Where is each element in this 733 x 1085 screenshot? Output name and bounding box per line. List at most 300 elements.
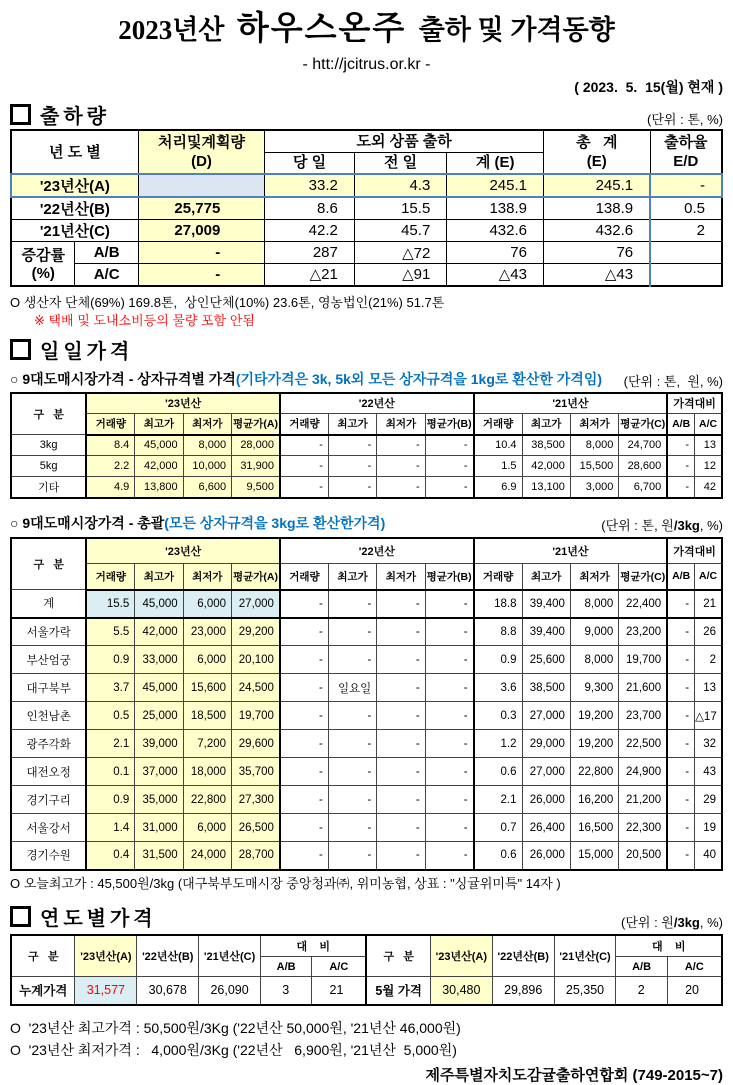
market-price-unit: (단위 : 톤, 원/3kg, %) [601, 517, 723, 533]
col-header: 최고가 [522, 414, 570, 435]
cell: - [328, 646, 376, 674]
col-header: 최고가 [135, 414, 183, 435]
cell-market-name: 서울가락 [11, 618, 86, 646]
section-yearly-price-header [10, 904, 723, 930]
col-header-plan: 처리및계획량 (D) [138, 130, 265, 174]
col-header: 평균가(B) [425, 564, 473, 590]
col-header-ab: A/B [616, 957, 667, 977]
cell: 24,000 [183, 842, 231, 870]
cell: - [280, 758, 328, 786]
col-header-2023: '23년산(A) [430, 935, 492, 977]
yearly-price-unit: (단위 : 원/3kg, %) [621, 914, 723, 930]
cell: - [425, 590, 473, 618]
cell: 6,000 [183, 590, 231, 618]
col-group-compare: 가격대비 [667, 393, 722, 414]
cell: 13,800 [135, 477, 183, 498]
cell: - [650, 174, 722, 197]
cell: - [138, 264, 265, 286]
cell: '21년산(C) [11, 220, 138, 242]
cell: 38,500 [522, 435, 570, 456]
cell: 4.3 [354, 174, 446, 197]
col-header: 최저가 [183, 414, 231, 435]
cell: 2.1 [474, 786, 522, 814]
market-price-row [11, 730, 722, 758]
cell: 38,500 [522, 674, 570, 702]
cell: 76 [447, 242, 544, 264]
shipment-row-2022 [11, 197, 722, 220]
cell: - [425, 758, 473, 786]
cell-market-name: 인천남촌 [11, 702, 86, 730]
cell: 9,500 [232, 477, 280, 498]
cell: - [377, 674, 425, 702]
col-header-2022: '22년산(B) [492, 935, 554, 977]
cell: - [280, 618, 328, 646]
cell: 22,800 [570, 758, 618, 786]
cell: 25,350 [554, 977, 616, 1005]
col-header-2022: '22년산(B) [137, 935, 199, 977]
cell: - [425, 786, 473, 814]
cell: 25,000 [135, 702, 183, 730]
cell: - [667, 477, 694, 498]
col-header: A/B [667, 414, 694, 435]
cell: - [425, 814, 473, 842]
shipment-row-2023 [11, 174, 722, 197]
cell: - [425, 618, 473, 646]
cell: 0.9 [474, 646, 522, 674]
cell: 22,300 [619, 814, 667, 842]
cell: 432.6 [543, 220, 650, 242]
cell: 24,700 [619, 435, 667, 456]
cell-cumulative-label: 누계가격 [11, 977, 75, 1005]
cell: 29,896 [492, 977, 554, 1005]
market-price-row [11, 786, 722, 814]
cell: - [667, 842, 694, 870]
note-today-high-price: O 오늘최고가 : 45,500원/3kg (대구북부도매시장 중앙청과㈜, 위미농협, 상표 : "싱귤위미특" 14자 ) [10, 875, 561, 891]
col-header: 평균가(B) [425, 414, 473, 435]
cell-market-name: 경기구리 [11, 786, 86, 814]
page-title [10, 8, 723, 55]
col-header-prev-day: 전 일 [354, 152, 446, 174]
col-header: A/C [695, 414, 722, 435]
cell-market-name: 대전오정 [11, 758, 86, 786]
col-header: A/C [695, 564, 722, 590]
cell: 245.1 [447, 174, 544, 197]
cell: 26 [695, 618, 722, 646]
col-header: 최저가 [570, 564, 618, 590]
cell: 31,900 [232, 456, 280, 477]
cell: 증감률 (%) [11, 242, 75, 286]
cell: 20,500 [619, 842, 667, 870]
cell: 30,678 [137, 977, 199, 1005]
col-header-category: 구 분 [11, 393, 86, 435]
cell: - [377, 786, 425, 814]
cell: 12 [695, 456, 722, 477]
cell: 3.7 [86, 674, 134, 702]
cell-market-name: 부산엄궁 [11, 646, 86, 674]
cell: 13,100 [522, 477, 570, 498]
col-header: 최고가 [328, 414, 376, 435]
box-size-price-row [11, 456, 722, 477]
cell: 0.9 [86, 786, 134, 814]
cell: A/B [75, 242, 138, 264]
section-daily-price-header [10, 337, 723, 363]
cell: 10.4 [474, 435, 522, 456]
cell: 27,000 [522, 702, 570, 730]
col-header-ab: A/B [261, 957, 312, 977]
cell [650, 242, 722, 264]
cell: 6,600 [183, 477, 231, 498]
cell: - [280, 590, 328, 618]
cell: 0.5 [86, 702, 134, 730]
col-header-total: 총 계 (E) [543, 130, 650, 174]
title-subject: 출하 및 가격동향 [418, 15, 615, 45]
cell: - [280, 435, 328, 456]
market-price-title: ○ 9대도매시장가격 - 총괄(모든 상자규격을 3kg로 환산한가격) [10, 514, 386, 531]
cell: - [328, 477, 376, 498]
col-header: 거래량 [280, 414, 328, 435]
cell: 28,700 [232, 842, 280, 870]
cell: - [328, 814, 376, 842]
cell: 21 [695, 590, 722, 618]
cell: 76 [543, 242, 650, 264]
cell: 42,000 [135, 618, 183, 646]
col-header: 최고가 [522, 564, 570, 590]
market-price-row [11, 814, 722, 842]
cell: - [377, 435, 425, 456]
cell-market-name: 계 [11, 590, 86, 618]
cell: 432.6 [447, 220, 544, 242]
note-delivery-warning: ※ 택배 및 도내소비등의 물량 포함 안됨 [34, 312, 255, 328]
cell: - [425, 456, 473, 477]
cell: - [280, 646, 328, 674]
cell: 2 [616, 977, 667, 1005]
cell: - [425, 477, 473, 498]
cell: - [667, 786, 694, 814]
box-size-price-title-note: (기타가격은 3k, 5k외 모든 상자규격을 1kg로 환산한 가격임) [235, 370, 603, 387]
org-name: 제주특별자치도감귤출하연합회 (749-2015~7) [425, 1066, 723, 1084]
cell: 8,000 [570, 435, 618, 456]
shipment-unit-label: (단위 : 톤, %) [647, 112, 723, 127]
col-header: 거래량 [474, 414, 522, 435]
shipment-table [10, 129, 723, 287]
cell: 0.6 [474, 758, 522, 786]
cell: 13 [695, 674, 722, 702]
col-header-2021: '21년산(C) [554, 935, 616, 977]
cell: - [377, 758, 425, 786]
cell: 42,000 [522, 456, 570, 477]
cell: - [667, 702, 694, 730]
cell: - [280, 702, 328, 730]
cell: - [667, 730, 694, 758]
cell: 29,600 [232, 730, 280, 758]
cell: 45,000 [135, 435, 183, 456]
note-producer-groups: O 생산자 단체(69%) 169.8톤, 상인단체(10%) 23.6톤, 영농법인(21%) 51.7톤 [10, 294, 445, 310]
cell: - [667, 646, 694, 674]
cell: 2 [695, 646, 722, 674]
section-shipment-title: 출하량 [40, 105, 110, 128]
cell: - [377, 842, 425, 870]
cell: 15,000 [570, 842, 618, 870]
cell: 40 [695, 842, 722, 870]
cell: 19,700 [619, 646, 667, 674]
cell-category: 기타 [11, 477, 86, 498]
col-header-rate: 출하율 E/D [650, 130, 722, 174]
title-product: 하우스온주 [236, 9, 407, 46]
cell: 23,200 [619, 618, 667, 646]
site-url: - htt://jcitrus.or.kr - [302, 56, 431, 73]
cell: 45.7 [354, 220, 446, 242]
cell: 27,000 [232, 590, 280, 618]
cell: 25,600 [522, 646, 570, 674]
cell [138, 174, 265, 197]
cell: 37,000 [135, 758, 183, 786]
cell: 6,000 [183, 814, 231, 842]
col-header: 평균가(A) [232, 414, 280, 435]
cell: 22,500 [619, 730, 667, 758]
cell: 8.8 [474, 618, 522, 646]
cell-category: 3kg [11, 435, 86, 456]
cell: '23년산(A) [11, 174, 138, 197]
cell: 39,000 [135, 730, 183, 758]
market-price-table [10, 537, 723, 871]
cell: 31,000 [135, 814, 183, 842]
col-header: 평균가(A) [232, 564, 280, 590]
col-header: 최저가 [570, 414, 618, 435]
col-header-ac: A/C [667, 957, 722, 977]
cell: 26,000 [522, 786, 570, 814]
cell: 7,200 [183, 730, 231, 758]
col-group-2021: '21년산 [474, 393, 668, 414]
col-header-2023: '23년산(A) [75, 935, 137, 977]
cell: - [377, 456, 425, 477]
cell: 19 [695, 814, 722, 842]
cell: 1.2 [474, 730, 522, 758]
cell: - [667, 590, 694, 618]
cell: 42,000 [135, 456, 183, 477]
col-header-subtotal: 계 (E) [447, 152, 544, 174]
cell: △21 [265, 264, 355, 286]
note-season-high-price: O '23년산 최고가격 : 50,500원/3Kg ('22년산 50,000원, '21년산 46,000원) [10, 1019, 461, 1036]
cell: 21 [312, 977, 367, 1005]
box-size-price-row [11, 435, 722, 456]
market-price-row [11, 674, 722, 702]
cell: 19,700 [232, 702, 280, 730]
cell: 19,200 [570, 702, 618, 730]
cell: △91 [354, 264, 446, 286]
cell: 29 [695, 786, 722, 814]
cell: 16,500 [570, 814, 618, 842]
col-group-compare: 대 비 [616, 935, 722, 957]
cell: 23,700 [619, 702, 667, 730]
cell: - [425, 842, 473, 870]
cell: 28,000 [232, 435, 280, 456]
cell: - [328, 730, 376, 758]
cell: 26,400 [522, 814, 570, 842]
cell: 25,775 [138, 197, 265, 220]
cell: 4.9 [86, 477, 134, 498]
col-header: 최고가 [135, 564, 183, 590]
col-header: 거래량 [86, 414, 134, 435]
cell: 32 [695, 730, 722, 758]
cell: 0.6 [474, 842, 522, 870]
cell: 21,200 [619, 786, 667, 814]
cell: 2 [650, 220, 722, 242]
col-header: 평균가(C) [619, 564, 667, 590]
cell: - [377, 702, 425, 730]
cell: 287 [265, 242, 355, 264]
col-group-2023: '23년산 [86, 393, 280, 414]
cell: △43 [447, 264, 544, 286]
cell: 0.7 [474, 814, 522, 842]
market-price-subheader [10, 513, 723, 533]
market-price-row [11, 702, 722, 730]
col-header: 거래량 [474, 564, 522, 590]
cell: A/C [75, 264, 138, 286]
cell: 43 [695, 758, 722, 786]
cell: 23,000 [183, 618, 231, 646]
cell: 45,000 [135, 590, 183, 618]
section-daily-price-title: 일일가격 [40, 341, 134, 363]
cell: 18,500 [183, 702, 231, 730]
cell: - [280, 842, 328, 870]
cell: 9,000 [570, 618, 618, 646]
cell: 42 [695, 477, 722, 498]
cell: - [138, 242, 265, 264]
cell: 8,000 [570, 590, 618, 618]
cell-market-name: 경기수원 [11, 842, 86, 870]
section-square-icon [10, 104, 31, 125]
col-header: 평균가(C) [619, 414, 667, 435]
cell: - [328, 590, 376, 618]
cell: 19,200 [570, 730, 618, 758]
cell: 22,400 [619, 590, 667, 618]
box-size-price-table [10, 392, 723, 499]
title-year: 2023년산 [118, 15, 225, 45]
cell: 3.6 [474, 674, 522, 702]
yearly-price-table [10, 934, 723, 1006]
cell: △17 [695, 702, 722, 730]
cell: 27,009 [138, 220, 265, 242]
col-header-ac: A/C [312, 957, 367, 977]
market-price-row [11, 646, 722, 674]
section-shipment-header [10, 101, 723, 127]
cell: - [377, 477, 425, 498]
cell: 13 [695, 435, 722, 456]
cell: - [425, 674, 473, 702]
cell: 0.5 [650, 197, 722, 220]
cell-category: 5kg [11, 456, 86, 477]
cell: 33.2 [265, 174, 355, 197]
cell: - [667, 456, 694, 477]
col-header-2021: '21년산(C) [199, 935, 261, 977]
change-rate-row-ac [11, 264, 722, 286]
cell: 39,400 [522, 618, 570, 646]
cell: - [377, 730, 425, 758]
cell: 26,090 [199, 977, 261, 1005]
cell: 42.2 [265, 220, 355, 242]
cell: - [425, 646, 473, 674]
cell: △43 [543, 264, 650, 286]
col-group-2022: '22년산 [280, 393, 474, 414]
cell: - [667, 814, 694, 842]
cell: 35,000 [135, 786, 183, 814]
cell: 8.4 [86, 435, 134, 456]
cell-may-label: 5월 가격 [366, 977, 430, 1005]
cell: 20 [667, 977, 722, 1005]
cell: - [667, 674, 694, 702]
cell: 16,200 [570, 786, 618, 814]
cell: 29,000 [522, 730, 570, 758]
cell: 10,000 [183, 456, 231, 477]
cell: 138.9 [543, 197, 650, 220]
cell: 45,000 [135, 674, 183, 702]
cell: 20,100 [232, 646, 280, 674]
market-price-row [11, 758, 722, 786]
cell: 2.1 [86, 730, 134, 758]
cell: - [328, 758, 376, 786]
cell: - [425, 435, 473, 456]
col-header-category: 구 분 [11, 935, 75, 977]
cell: - [328, 618, 376, 646]
note-season-low-price: O '23년산 최저가격 : 4,000원/3Kg ('22년산 6,900원, '21년산 5,000원) [10, 1041, 457, 1058]
col-header: 최고가 [328, 564, 376, 590]
cell: 26,500 [232, 814, 280, 842]
cell: - [328, 786, 376, 814]
col-header: 최저가 [377, 414, 425, 435]
cell: - [328, 456, 376, 477]
cell: 8,000 [183, 435, 231, 456]
cell: 일요일 [328, 674, 376, 702]
market-price-row [11, 842, 722, 870]
cell: - [280, 786, 328, 814]
cell-market-name: 대구북부 [11, 674, 86, 702]
cell-cumulative-2023: 31,577 [75, 977, 137, 1005]
cell: 0.1 [86, 758, 134, 786]
cell: - [425, 702, 473, 730]
cell: 24,900 [619, 758, 667, 786]
cell: 0.4 [86, 842, 134, 870]
col-header: 최저가 [377, 564, 425, 590]
cell: - [667, 435, 694, 456]
cell: - [667, 618, 694, 646]
cell: 31,500 [135, 842, 183, 870]
cell: 15,500 [570, 456, 618, 477]
shipment-row-2021 [11, 220, 722, 242]
cell: 3 [261, 977, 312, 1005]
cell: 8.6 [265, 197, 355, 220]
cell: 8,000 [570, 646, 618, 674]
cell: - [280, 674, 328, 702]
cell: 15,600 [183, 674, 231, 702]
cell: - [280, 730, 328, 758]
cell: - [377, 814, 425, 842]
cell: 3,000 [570, 477, 618, 498]
cell: 21,600 [619, 674, 667, 702]
section-square-icon [10, 906, 31, 927]
section-square-icon [10, 339, 31, 360]
cell: 0.3 [474, 702, 522, 730]
cell-market-name: 광주각화 [11, 730, 86, 758]
cell: 33,000 [135, 646, 183, 674]
cell: 24,500 [232, 674, 280, 702]
cell: 18,000 [183, 758, 231, 786]
cell: △72 [354, 242, 446, 264]
col-header-offisland-group: 도외 상품 출하 [265, 130, 544, 152]
cell: 1.4 [86, 814, 134, 842]
col-header: 최저가 [183, 564, 231, 590]
col-header: A/B [667, 564, 694, 590]
cell: - [425, 730, 473, 758]
